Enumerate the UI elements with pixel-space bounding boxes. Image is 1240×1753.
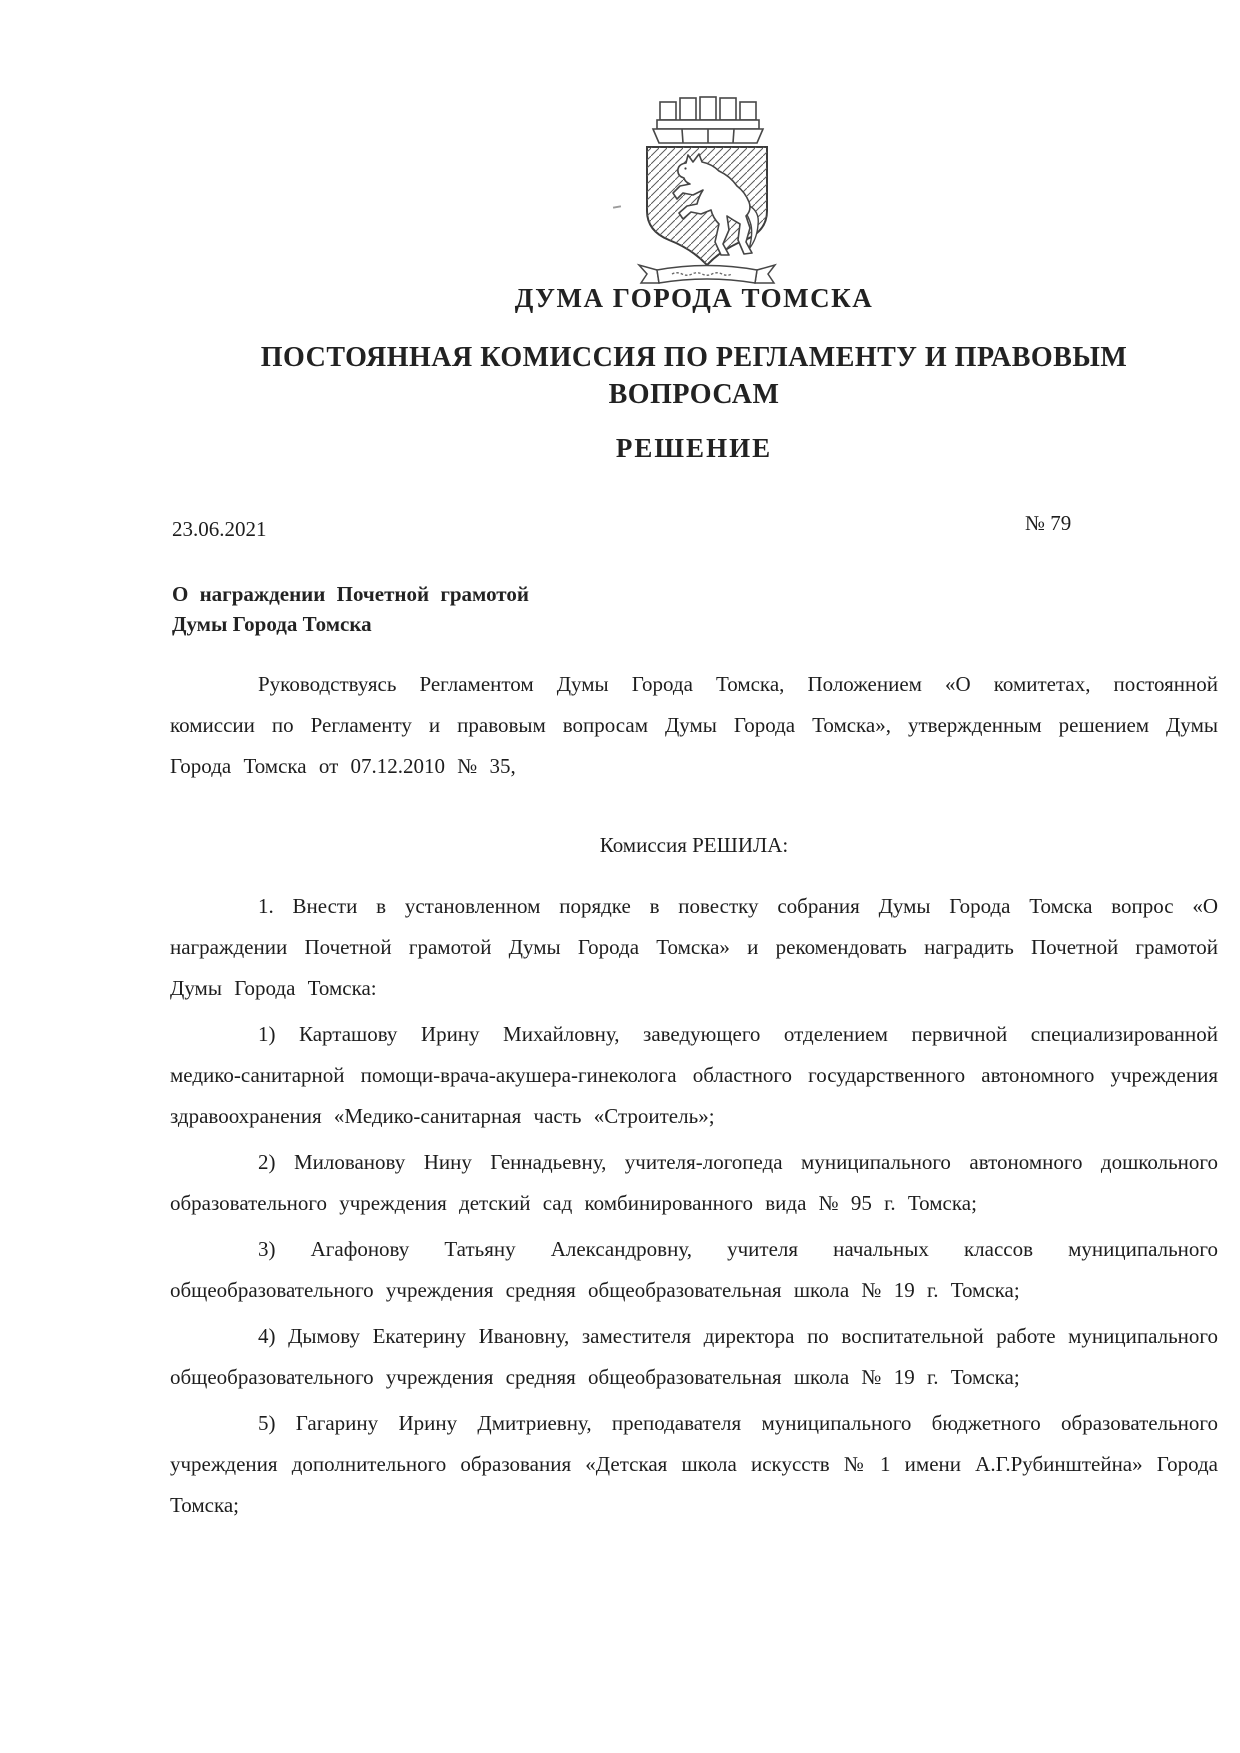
org-title: ДУМА ГОРОДА ТОМСКА <box>514 283 874 313</box>
commission-title <box>170 339 1218 413</box>
resolution-paragraph: 4) Дымову Екатерину Ивановну, заместителя директора по воспитательной работе муниципального общеобразовательного учреждения средняя общеобразовательная школа № 19 г. Томска; <box>170 1324 1218 1389</box>
scan-artifact-mark <box>613 205 621 208</box>
mural-crown <box>653 97 763 143</box>
motto-ribbon <box>639 265 775 283</box>
subject-line2: Думы Города Томска <box>172 612 372 636</box>
coat-of-arms-icon <box>627 92 787 288</box>
resolution-paragraph: 3) Агафонову Татьяну Александровну, учителя начальных классов муниципального общеобразовательного учреждения средняя общеобразовательная школа № 19 г. Томска; <box>170 1237 1218 1302</box>
resolution-paragraph: 2) Милованову Нину Геннадьевну, учителя-логопеда муниципального автономного дошкольного образовательного учреждения детский сад комбинированного вида № 95 г. Томска; <box>170 1150 1218 1215</box>
resolution-paragraph: 1. Внести в установленном порядке в повестку собрания Думы Города Томска вопрос «О награждении Почетной грамотой Думы Города Томска» и рекомендовать наградить Почетной грамотой Думы Города Томска: <box>170 894 1218 1000</box>
resolution-heading: Комиссия РЕШИЛА: <box>599 833 789 857</box>
doc-number: № 79 <box>1025 511 1072 535</box>
commission-title-line1: ПОСТОЯННАЯ КОМИССИЯ ПО РЕГЛАМЕНТУ И ПРАВОВЫМ <box>260 342 1128 373</box>
preamble-paragraph: Руководствуясь Регламентом Думы Города Томска, Положением «О комитетах, постоянной комиссии по Регламенту и правовым вопросам Думы Города Томска», утвержденным решением Думы Города Томска от 07.12.2010 № 35, <box>170 672 1218 778</box>
doc-date: 23.06.2021 <box>172 517 267 541</box>
resolution-paragraph: 5) Гагарину Ирину Дмитриевну, преподавателя муниципального бюджетного образовательного учреждения дополнительного образования «Детская школа искусств № 1 имени А.Г.Рубинштейна» Города Томска; <box>170 1411 1218 1517</box>
subject-line1: О награждении Почетной грамотой <box>172 582 529 606</box>
commission-title-line2: ВОПРОСАМ <box>608 379 780 410</box>
resolution-paragraph: 1) Карташову Ирину Михайловну, заведующего отделением первичной специализированной медико-санитарной помощи-врача-акушера-гинеколога областного государственного автономного учреждения здравоохранения «Медико-санитарная часть «Строитель»; <box>170 1022 1218 1128</box>
subject-heading <box>172 579 529 639</box>
resolution-body <box>170 886 1218 1531</box>
doc-type-title: РЕШЕНИЕ <box>615 433 773 463</box>
